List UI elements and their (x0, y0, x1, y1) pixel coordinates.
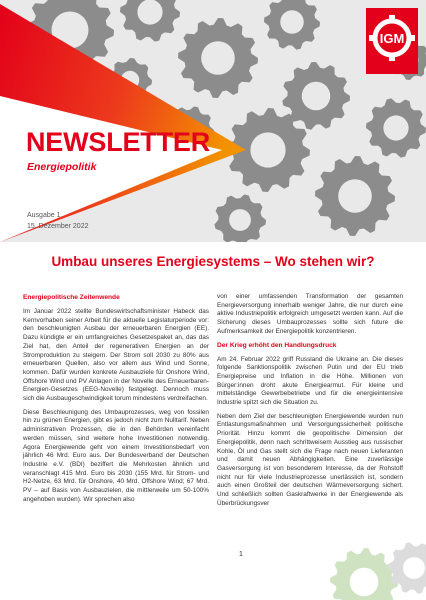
page-number: 1 (239, 551, 243, 558)
issue-label: Ausgabe 1 (27, 212, 61, 219)
section-title-krieg: Der Krieg erhöht den Handlungsdruck (217, 341, 337, 349)
logo-lettering: IGM (379, 31, 405, 46)
igm-logo (366, 8, 418, 74)
gear-hub (229, 209, 251, 231)
gear-hub (280, 10, 304, 34)
gear-hub (338, 179, 372, 213)
gear-corner-graphic (326, 520, 426, 600)
gear-hub (250, 132, 285, 167)
paragraph: Im Januar 2022 stellte Bundeswirtschaftsminister Habeck das Kernvorhaben seiner Arbeit für die aktuelle Legislaturperiode vor: den beschleunigten Ausbau der erneuerbaren Energien (EE). Dazu kündigte er ein umfangreiches Gesetzespaket an, das das Ziel hat, den Anteil der regenerativen Energien an der Stromproduktion zu steigern. Der Strom soll 2030 zu 80% aus erneuerbaren Quellen, also vor allem aus Wind und Sonne, kommen. Dafür wurden konkrete Ausbauziele für Onshore Wind, Offshore Wind und PV Anlagen in der Novelle des Erneuerbaren-Energien-Gesetzes (EEG-Novelle) festgelegt. Dennoch muss sich die Ausbaugeschwindigkeit torum mindestens verdreifachen. (23, 308, 209, 403)
paragraph: von einer umfassenden Transformation der gesamten Energieversorgung innerhalb weniger Jahre, die nur durch eine aktive Industriepolitik erfolgreich umgesetzt werden kann. Auf die Sicherung dieses Umbauprozesses sollte sich future die Aufmerksamkeit der Energiepolitik konzentrieren. (217, 293, 403, 335)
newsletter-header (0, 0, 426, 242)
gear-hub (302, 82, 331, 111)
gear-hub (350, 568, 379, 597)
gear-hub (403, 557, 425, 579)
paragraph: Diese Beschleunigung des Umbauprozesses, weg von fossilen hin zu grünen Energien, gibt es jedoch nicht zum Nulltarif. Neben administrativen Prozessen, die in den Behörden vereinfacht werden müssen, sind weitere hohe Investitionen notwendig. Agora Energiewende geht von einem Investitionsbedarf von jährlich 46 Mrd. Euro aus. Der Bundesverband der Deutschen Industrie e.V. (BDI) beziffert die Mehrkosten ähnlich und veranschlagt 415 Mrd. Euro bis 2030 (155 Mrd. für Strom- und H2-Netze, 63 Mrd. für Onshore, 40 Mrd. Offshore Wind; 67 Mrd. PV – auf Basis von Ausbauzielen, die mittlerweile um 50-100% angehoben wurden). Wir sprechen also (23, 408, 209, 503)
gear-hub (383, 115, 408, 140)
newsletter-title: NEWSLETTER (26, 127, 210, 157)
paragraph: Am 24. Februar 2022 griff Russland die Ukraine an. Die dieses folgende Sanktionspolitik zwischen Putin und der EU trieb Energiepreise und Inflation in die Höhe. Millionen von Bürger:innen droht akute Energiearmut. Für kleine und mittelständige Gewerbebetriebe und für die energieintensive Industrie spitzt sich die Situation zu. (217, 355, 403, 407)
article-column-right (217, 293, 403, 513)
issue-date: 15. Dezember 2022 (27, 223, 89, 230)
gear-hub (201, 41, 235, 75)
article-column-left (23, 294, 209, 509)
section-title-zeitenwende: Energiepolitische Zeitenwende (23, 294, 120, 301)
newsletter-subtitle: Energiepolitik (27, 161, 97, 173)
gear-hub (137, 0, 162, 25)
gear-background-graphic (0, 0, 426, 242)
paragraph: Neben dem Ziel der beschleunigten Energiewende wurden nun Entlastungsmaßnahmen und Versorgungssicherheit politische Priorität. Hinzu kommt die geopolitische Dimension der Energiepolitik, denn nach schrittweisem Ausstieg aus russischer Kohle, Öl und Gas stellt sich die Frage nach neuen Lieferanten und damit neuen Abhängigkeiten. Eine zuverlässige Gasversorgung ist von besonderem Interesse, da der Rohstoff nicht nur für viele Industrieprozesse unerlässlich ist, sondern auch einen Großteil der deutschen Wärmeversorgung sichert. Und schließlich sollten Gaskraftwerke in der Energiewende als Überbrückungsver (217, 412, 403, 507)
article-heading: Umbau unseres Energiesystems – Wo stehen wir? (51, 254, 375, 269)
